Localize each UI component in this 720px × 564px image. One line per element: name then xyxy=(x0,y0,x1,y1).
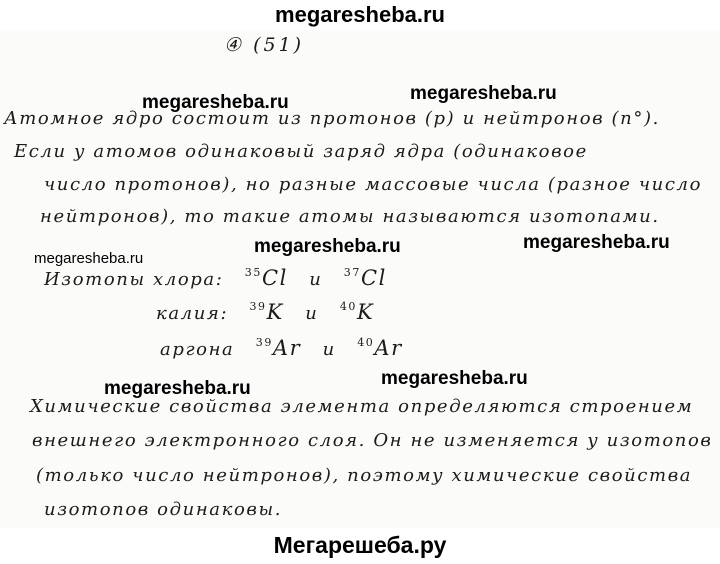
mass-number: 35 xyxy=(244,266,262,279)
element-symbol: Cl xyxy=(261,266,288,290)
watermark: megaresheba.ru xyxy=(254,236,401,257)
paragraph2-line3: (только число нейтронов), поэтому химические свойства xyxy=(36,465,693,486)
paragraph2-line4: изотопов одинаковы. xyxy=(44,499,283,520)
paragraph1-line2: Если у атомов одинаковый заряд ядра (одинаковое xyxy=(14,141,588,162)
element-symbol: Cl xyxy=(360,266,387,290)
element-symbol: Ar xyxy=(374,336,403,360)
conjunction: и xyxy=(305,303,319,324)
isotope-row-argon xyxy=(160,336,403,360)
conjunction: и xyxy=(322,339,336,360)
paragraph1-line1: Атомное ядро состоит из протонов (р) и нейтронов (n°). xyxy=(4,108,660,129)
paragraph1-line3: число протонов), но разные массовые числа (разное число xyxy=(44,174,703,195)
paragraph1-line4: нейтронов), то такие атомы называются изотопами. xyxy=(40,206,660,227)
isotope-row-chlorine xyxy=(44,266,387,290)
isotope-label: калия: xyxy=(156,303,229,324)
mass-number: 40 xyxy=(357,336,375,349)
mass-number: 37 xyxy=(343,266,361,279)
site-footer: Мегарешеба.ру xyxy=(273,532,447,558)
task-number: ④ (51) xyxy=(224,34,305,56)
site-header: megaresheba.ru xyxy=(275,2,445,27)
watermark: megaresheba.ru xyxy=(381,368,528,389)
mass-number: 39 xyxy=(249,300,267,313)
mass-number: 39 xyxy=(255,336,273,349)
paragraph2-line1: Химические свойства элемента определяются строением xyxy=(30,396,694,417)
watermark: megaresheba.ru xyxy=(410,83,557,104)
mass-number: 40 xyxy=(339,300,358,313)
watermark: megaresheba.ru xyxy=(523,232,670,253)
watermark: megaresheba.ru xyxy=(104,378,251,399)
element-symbol: Ar xyxy=(272,336,302,360)
element-symbol: K xyxy=(357,300,375,324)
conjunction: и xyxy=(309,269,323,290)
isotope-label: аргона xyxy=(160,339,235,360)
watermark: megaresheba.ru xyxy=(34,250,144,267)
element-symbol: K xyxy=(266,300,284,324)
watermark: megaresheba.ru xyxy=(142,92,289,113)
isotope-row-potassium xyxy=(156,300,374,324)
isotope-label: Изотопы хлора: xyxy=(44,269,224,290)
paragraph2-line2: внешнего электронного слоя. Он не изменяется у изотопов xyxy=(32,430,713,451)
